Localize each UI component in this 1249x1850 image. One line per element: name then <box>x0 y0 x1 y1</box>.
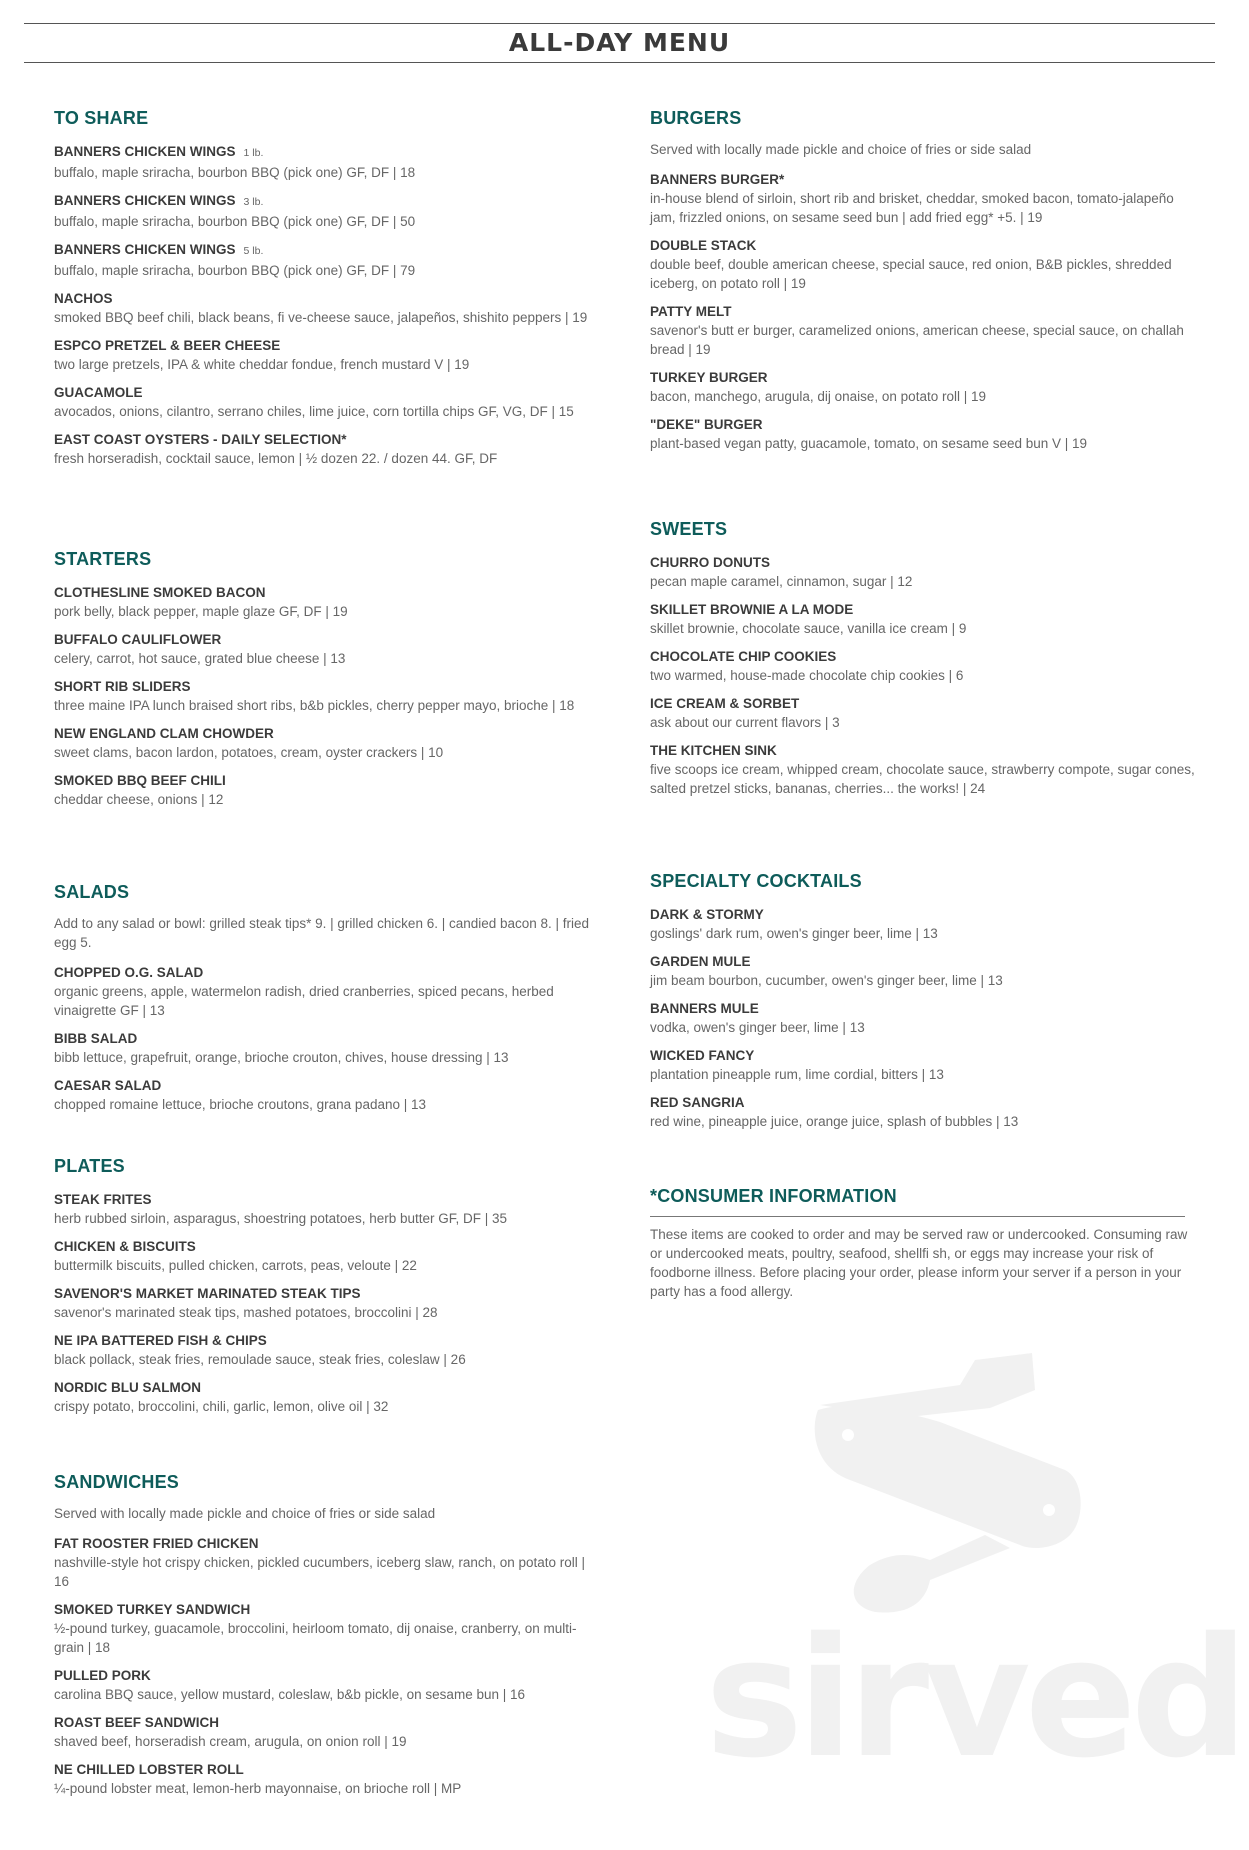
menu-item <box>54 677 599 715</box>
item-name <box>54 191 599 212</box>
menu-item <box>650 905 1195 943</box>
item-description: pecan maple caramel, cinnamon, sugar | 12 <box>650 574 913 589</box>
menu-section <box>650 518 1195 807</box>
header-rule-top <box>24 23 1215 24</box>
item-description: buffalo, maple sriracha, bourbon BBQ (pick one) GF, DF | 79 <box>54 263 416 278</box>
item-name-text: NACHOS <box>54 291 113 306</box>
item-description: cheddar cheese, onions | 12 <box>54 792 224 807</box>
section-heading: PLATES <box>54 1156 125 1176</box>
item-name-text: FAT ROOSTER FRIED CHICKEN <box>54 1536 259 1551</box>
item-name-text: CLOTHESLINE SMOKED BACON <box>54 585 266 600</box>
item-name-text: NEW ENGLAND CLAM CHOWDER <box>54 726 274 741</box>
item-name <box>650 999 1195 1018</box>
item-name-text: BANNERS CHICKEN WINGS <box>54 193 236 208</box>
item-description: double beef, double american cheese, special sauce, red onion, B&B pickles, shredded iceberg, on potato roll | 19 <box>650 257 1172 291</box>
item-name <box>650 236 1195 255</box>
item-name <box>54 630 599 649</box>
menu-item <box>54 1378 599 1416</box>
item-name-text: WICKED FANCY <box>650 1048 755 1063</box>
menu-item <box>650 1046 1195 1084</box>
menu-item <box>54 583 599 621</box>
item-description: skillet brownie, chocolate sauce, vanilla ice cream | 9 <box>650 621 967 636</box>
item-name <box>54 240 599 261</box>
item-description: plant-based vegan patty, guacamole, tomato, on sesame seed bun V | 19 <box>650 436 1088 451</box>
menu-item <box>650 302 1195 359</box>
item-name <box>650 302 1195 321</box>
menu-section <box>650 107 1195 462</box>
cutlery-logo-icon <box>700 1350 1249 1800</box>
item-name <box>54 771 599 790</box>
item-name <box>54 383 599 402</box>
menu-item <box>54 1237 599 1275</box>
item-name-text: EAST COAST OYSTERS - DAILY SELECTION* <box>54 432 347 447</box>
item-name <box>650 368 1195 387</box>
item-name <box>650 170 1195 189</box>
item-name <box>650 1093 1195 1112</box>
item-description: vodka, owen's ginger beer, lime | 13 <box>650 1020 865 1035</box>
menu-item <box>54 1534 599 1591</box>
item-description: nashville-style hot crispy chicken, pickled cucumbers, iceberg slaw, ranch, on potato roll | 16 <box>54 1555 586 1589</box>
item-name <box>650 905 1195 924</box>
menu-item <box>650 741 1195 798</box>
item-description: shaved beef, horseradish cream, arugula, on onion roll | 19 <box>54 1734 407 1749</box>
menu-item <box>54 430 599 468</box>
item-name-text: GARDEN MULE <box>650 954 751 969</box>
section-heading: SWEETS <box>650 519 728 539</box>
menu-item <box>54 142 599 182</box>
item-name-text: BANNERS CHICKEN WINGS <box>54 144 236 159</box>
menu-item <box>54 630 599 668</box>
item-name-text: BUFFALO CAULIFLOWER <box>54 632 222 647</box>
item-description: savenor's marinated steak tips, mashed potatoes, broccolini | 28 <box>54 1305 438 1320</box>
section-heading: SALADS <box>54 882 130 902</box>
item-name-text: ICE CREAM & SORBET <box>650 696 800 711</box>
item-name <box>54 1378 599 1397</box>
item-name <box>650 647 1195 666</box>
item-name-text: SAVENOR'S MARKET MARINATED STEAK TIPS <box>54 1286 361 1301</box>
menu-item <box>54 1760 599 1798</box>
section-note: Add to any salad or bowl: grilled steak tips* 9. | grilled chicken 6. | candied bacon 8. | fried egg 5. <box>54 916 590 950</box>
item-description: celery, carrot, hot sauce, grated blue cheese | 13 <box>54 651 346 666</box>
item-name-text: PULLED PORK <box>54 1668 151 1683</box>
item-name <box>54 1076 599 1095</box>
item-name <box>54 1666 599 1685</box>
item-description: smoked BBQ beef chili, black beans, fi ve-cheese sauce, jalapeños, shishito peppers | 19 <box>54 310 588 325</box>
section-note: Served with locally made pickle and choice of fries or side salad <box>54 1506 436 1521</box>
menu-item <box>54 963 599 1020</box>
item-name <box>650 694 1195 713</box>
item-name-text: ESPCO PRETZEL & BEER CHEESE <box>54 338 281 353</box>
item-description: ½-pound turkey, guacamole, broccolini, heirloom tomato, dij onaise, cranberry, on multi-grain | 18 <box>54 1621 577 1655</box>
item-description: chopped romaine lettuce, brioche croutons, grana padano | 13 <box>54 1097 427 1112</box>
item-name-text: PATTY MELT <box>650 304 732 319</box>
item-name-text: BIBB SALAD <box>54 1031 138 1046</box>
item-name <box>54 1029 599 1048</box>
item-name-text: CAESAR SALAD <box>54 1078 162 1093</box>
section-heading: SPECIALTY COCKTAILS <box>650 871 862 891</box>
menu-item <box>650 999 1195 1037</box>
sirved-watermark <box>700 1350 1249 1800</box>
item-name-text: DOUBLE STACK <box>650 238 757 253</box>
item-name-text: NE CHILLED LOBSTER ROLL <box>54 1762 244 1777</box>
menu-item <box>54 1190 599 1228</box>
item-name <box>54 142 599 163</box>
menu-item <box>650 553 1195 591</box>
item-name-text: "DEKE" BURGER <box>650 417 763 432</box>
item-name <box>54 724 599 743</box>
item-description: herb rubbed sirloin, asparagus, shoestring potatoes, herb butter GF, DF | 35 <box>54 1211 508 1226</box>
menu-item <box>54 1076 599 1114</box>
section-heading: *CONSUMER INFORMATION <box>650 1186 897 1206</box>
item-name-text: BANNERS CHICKEN WINGS <box>54 242 236 257</box>
item-name-text: BANNERS MULE <box>650 1001 759 1016</box>
item-description: organic greens, apple, watermelon radish, dried cranberries, spiced pecans, herbed vinaigrette GF | 13 <box>54 984 554 1018</box>
menu-item <box>54 289 599 327</box>
item-name-text: SKILLET BROWNIE A LA MODE <box>650 602 854 617</box>
watermark-text: sirved <box>705 1602 1243 1794</box>
item-name-text: ROAST BEEF SANDWICH <box>54 1715 219 1730</box>
item-description: avocados, onions, cilantro, serrano chiles, lime juice, corn tortilla chips GF, VG, DF | 15 <box>54 404 574 419</box>
menu-section <box>54 107 599 477</box>
item-name-text: NE IPA BATTERED FISH & CHIPS <box>54 1333 267 1348</box>
item-name-text: SMOKED TURKEY SANDWICH <box>54 1602 251 1617</box>
item-description: crispy potato, broccolini, chili, garlic, lemon, olive oil | 32 <box>54 1399 389 1414</box>
item-description: bacon, manchego, arugula, dij onaise, on potato roll | 19 <box>650 389 986 404</box>
item-description: buffalo, maple sriracha, bourbon BBQ (pick one) GF, DF | 50 <box>54 214 416 229</box>
item-name-text: TURKEY BURGER <box>650 370 768 385</box>
menu-section <box>54 881 599 1123</box>
item-name <box>54 289 599 308</box>
item-name <box>54 1284 599 1303</box>
menu-item <box>650 647 1195 685</box>
item-name-text: THE KITCHEN SINK <box>650 743 777 758</box>
item-name-text: CHICKEN & BISCUITS <box>54 1239 196 1254</box>
menu-item <box>54 191 599 231</box>
menu-item <box>54 383 599 421</box>
item-size: 5 lb. <box>243 245 264 257</box>
header-rule-bottom <box>24 62 1215 63</box>
item-description: buttermilk biscuits, pulled chicken, carrots, peas, veloute | 22 <box>54 1258 417 1273</box>
item-description: two warmed, house-made chocolate chip cookies | 6 <box>650 668 964 683</box>
menu-section <box>54 548 599 818</box>
item-description: jim beam bourbon, cucumber, owen's ginger beer, lime | 13 <box>650 973 1003 988</box>
item-name-text: GUACAMOLE <box>54 385 143 400</box>
item-name <box>650 741 1195 760</box>
item-description: pork belly, black pepper, maple glaze GF, DF | 19 <box>54 604 348 619</box>
item-description: ask about our current flavors | 3 <box>650 715 840 730</box>
section-note: Served with locally made pickle and choice of fries or side salad <box>650 142 1032 157</box>
item-name <box>54 1600 599 1619</box>
item-name <box>54 1534 599 1553</box>
item-size: 1 lb. <box>243 147 264 159</box>
item-description: three maine IPA lunch braised short ribs, b&b pickles, cherry pepper mayo, brioche | 18 <box>54 698 575 713</box>
menu-item <box>54 240 599 280</box>
item-name <box>650 553 1195 572</box>
menu-section <box>650 870 1195 1140</box>
section-heading: BURGERS <box>650 108 742 128</box>
item-name <box>650 415 1195 434</box>
item-name-text: CHOPPED O.G. SALAD <box>54 965 204 980</box>
item-name <box>54 430 599 449</box>
menu-item <box>54 336 599 374</box>
item-name-text: BANNERS BURGER* <box>650 172 785 187</box>
item-name <box>650 952 1195 971</box>
menu-item <box>650 600 1195 638</box>
menu-item <box>650 415 1195 453</box>
item-description: red wine, pineapple juice, orange juice, splash of bubbles | 13 <box>650 1114 1019 1129</box>
item-description: goslings' dark rum, owen's ginger beer, lime | 13 <box>650 926 938 941</box>
item-name <box>650 1046 1195 1065</box>
item-name <box>54 963 599 982</box>
item-name-text: DARK & STORMY <box>650 907 764 922</box>
menu-section <box>54 1471 599 1807</box>
item-name <box>650 600 1195 619</box>
item-description: bibb lettuce, grapefruit, orange, brioche crouton, chives, house dressing | 13 <box>54 1050 509 1065</box>
item-name <box>54 677 599 696</box>
item-description: two large pretzels, IPA & white cheddar fondue, french mustard V | 19 <box>54 357 470 372</box>
menu-title: ALL-DAY MENU <box>508 28 731 57</box>
item-name <box>54 1237 599 1256</box>
item-name-text: STEAK FRITES <box>54 1192 152 1207</box>
item-description: buffalo, maple sriracha, bourbon BBQ (pick one) GF, DF | 18 <box>54 165 416 180</box>
menu-item <box>650 1093 1195 1131</box>
menu-section <box>54 1155 599 1425</box>
item-name <box>54 1760 599 1779</box>
item-description: carolina BBQ sauce, yellow mustard, coleslaw, b&b pickle, on sesame bun | 16 <box>54 1687 525 1702</box>
menu-item <box>650 694 1195 732</box>
section-heading: STARTERS <box>54 549 152 569</box>
item-name-text: SHORT RIB SLIDERS <box>54 679 191 694</box>
item-description: in-house blend of sirloin, short rib and brisket, cheddar, smoked bacon, tomato-jalapeño jam, frizzled onions, on sesame seed bun | add fried egg* +5. | 19 <box>650 191 1174 225</box>
item-size: 3 lb. <box>243 196 264 208</box>
menu-item <box>650 170 1195 227</box>
menu-item <box>650 236 1195 293</box>
item-name-text: CHURRO DONUTS <box>650 555 770 570</box>
item-name-text: CHOCOLATE CHIP COOKIES <box>650 649 837 664</box>
item-description: sweet clams, bacon lardon, potatoes, cream, oyster crackers | 10 <box>54 745 444 760</box>
menu-item <box>54 1284 599 1322</box>
item-name <box>54 583 599 602</box>
item-description: plantation pineapple rum, lime cordial, bitters | 13 <box>650 1067 944 1082</box>
section-divider <box>650 1216 1185 1217</box>
item-name <box>54 1190 599 1209</box>
item-name <box>54 1713 599 1732</box>
menu-item <box>54 771 599 809</box>
item-name <box>54 1331 599 1350</box>
section-note: These items are cooked to order and may be served raw or undercooked. Consuming raw or undercooked meats, poultry, seafood, shellfi sh, or eggs may increase your risk of foodborne illness. Before placing your order, please inform your server if a person in your party has a food allergy. <box>650 1227 1188 1299</box>
menu-item <box>54 1331 599 1369</box>
menu-item <box>54 724 599 762</box>
section-heading: SANDWICHES <box>54 1472 180 1492</box>
item-description: black pollack, steak fries, remoulade sauce, steak fries, coleslaw | 26 <box>54 1352 466 1367</box>
menu-section <box>650 1185 1195 1312</box>
menu-item <box>54 1029 599 1067</box>
section-heading: TO SHARE <box>54 108 149 128</box>
item-description: five scoops ice cream, whipped cream, chocolate sauce, strawberry compote, sugar cones, salted pretzel sticks, bananas, cherries... the works! | 24 <box>650 762 1195 796</box>
menu-item <box>54 1600 599 1657</box>
menu-item <box>650 952 1195 990</box>
item-description: ¼-pound lobster meat, lemon-herb mayonnaise, on brioche roll | MP <box>54 1781 462 1796</box>
item-description: fresh horseradish, cocktail sauce, lemon | ½ dozen 22. / dozen 44. GF, DF <box>54 451 498 466</box>
menu-item <box>54 1666 599 1704</box>
item-name-text: RED SANGRIA <box>650 1095 745 1110</box>
menu-item <box>54 1713 599 1751</box>
item-name-text: NORDIC BLU SALMON <box>54 1380 201 1395</box>
item-name <box>54 336 599 355</box>
menu-item <box>650 368 1195 406</box>
item-description: savenor's butt er burger, caramelized onions, american cheese, special sauce, on challah bread | 19 <box>650 323 1184 357</box>
item-name-text: SMOKED BBQ BEEF CHILI <box>54 773 226 788</box>
